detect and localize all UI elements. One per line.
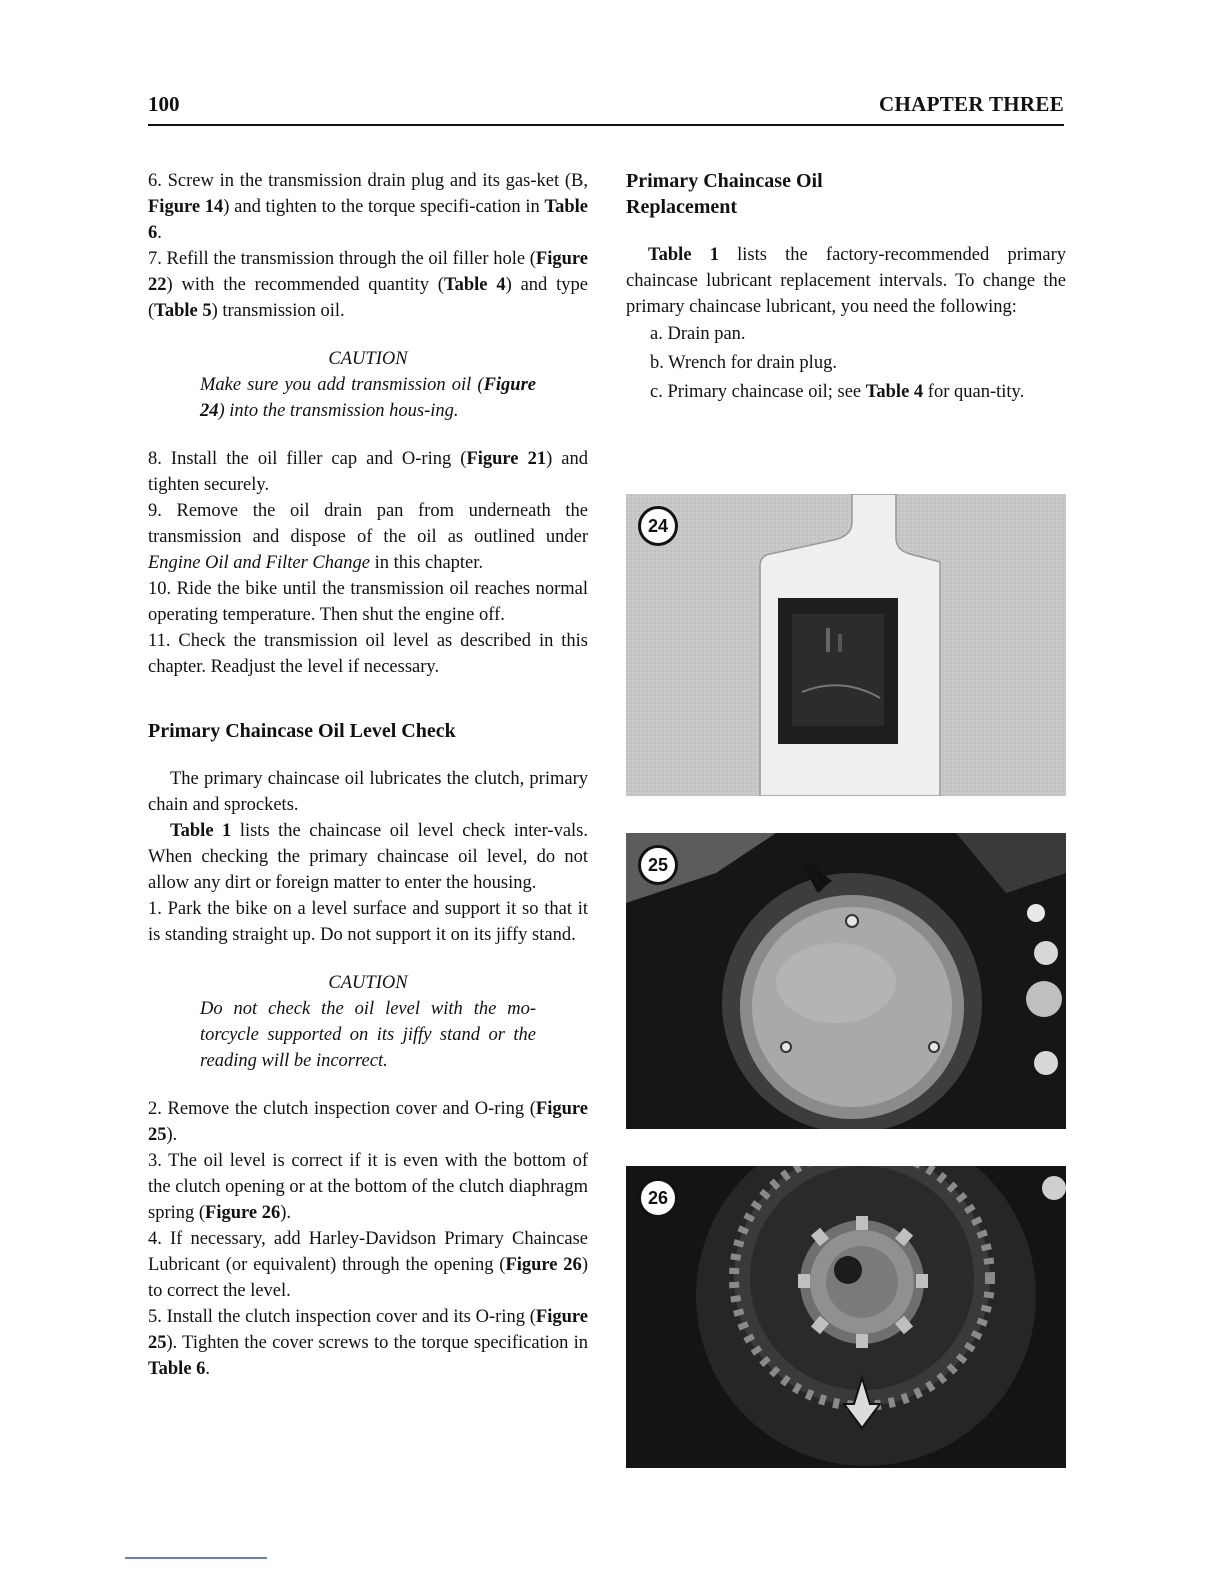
chapter-title: CHAPTER THREE — [879, 92, 1064, 116]
diaphragm-spring-image — [626, 1166, 1066, 1468]
caution-text: Do not check the oil level with the mo-torcycle supported on its jiffy stand or the reading will be incorrect. — [200, 999, 536, 1071]
step-10: 10. Ride the bike until the transmission oil reaches normal operating temperature. Then shut the engine off. — [148, 579, 588, 625]
page-header — [148, 92, 1064, 126]
figure-number-badge: 26 — [638, 1178, 678, 1218]
figure-24-photo — [626, 494, 1066, 796]
figure-number-badge: 25 — [638, 845, 678, 885]
level-step-5: 5. Install the clutch inspection cover and its O-ring (Figure 25). Tighten the cover screws to the torque specification in Table 6. — [148, 1307, 588, 1379]
footer-rule — [125, 1557, 267, 1559]
list-item: b. Wrench for drain plug. — [650, 353, 837, 373]
level-step-4: 4. If necessary, add Harley-Davidson Primary Chaincase Lubricant (or equivalent) through the opening (Figure 26) to correct the level. — [148, 1229, 588, 1301]
level-step-2: 2. Remove the clutch inspection cover and O-ring (Figure 25). — [148, 1099, 588, 1145]
level-step-3: 3. The oil level is correct if it is even with the bottom of the clutch opening or at the bottom of the clutch diaphragm spring (Figure 26). — [148, 1151, 588, 1223]
level-step-1: 1. Park the bike on a level surface and support it so that it is standing straight up. Do not support it on its jiffy stand. — [148, 899, 588, 945]
caution-text: Make sure you add transmission oil (Figure 24) into the transmission hous-ing. — [200, 375, 536, 421]
paragraph: The primary chaincase oil lubricates the clutch, primary chain and sprockets. — [148, 769, 588, 815]
caution-title: CAUTION — [328, 973, 408, 993]
step-6: 6. Screw in the transmission drain plug and its gas-ket (B, Figure 14) and tighten to the torque specifi-cation in Table 6. — [148, 171, 588, 243]
clutch-cover-image — [626, 833, 1066, 1129]
list-item: a. Drain pan. — [650, 324, 746, 344]
step-11: 11. Check the transmission oil level as described in this chapter. Readjust the level if necessary. — [148, 631, 588, 677]
section-heading-replacement: Primary Chaincase Oil Replacement — [626, 170, 823, 218]
figure-25-photo — [626, 833, 1066, 1129]
step-8: 8. Install the oil filler cap and O-ring (Figure 21) and tighten securely. — [148, 449, 588, 495]
left-column — [148, 168, 588, 1382]
list-item: c. Primary chaincase oil; see Table 4 for quan-tity. — [650, 382, 1025, 402]
oil-bottle-image — [626, 494, 1066, 796]
figure-26-photo — [626, 1166, 1066, 1468]
paragraph: Table 1 lists the factory-recommended primary chaincase lubricant replacement intervals. To change the primary chaincase lubricant, you need the following: — [626, 245, 1067, 317]
step-9: 9. Remove the oil drain pan from underneath the transmission and dispose of the oil as outlined under Engine Oil and Filter Change in this chapter. — [148, 501, 588, 573]
caution-title: CAUTION — [328, 349, 408, 369]
page-number: 100 — [148, 92, 180, 116]
supplies-list — [626, 320, 1066, 407]
section-heading-level-check: Primary Chaincase Oil Level Check — [148, 720, 456, 742]
right-column — [626, 168, 1066, 407]
paragraph: Table 1 lists the chaincase oil level check inter-vals. When checking the primary chaincase oil level, do not allow any dirt or foreign matter to enter the housing. — [148, 821, 588, 893]
figure-number-badge: 24 — [638, 506, 678, 546]
step-7: 7. Refill the transmission through the oil filler hole (Figure 22) with the recommended quantity (Table 4) and type (Table 5) transmission oil. — [148, 249, 588, 321]
